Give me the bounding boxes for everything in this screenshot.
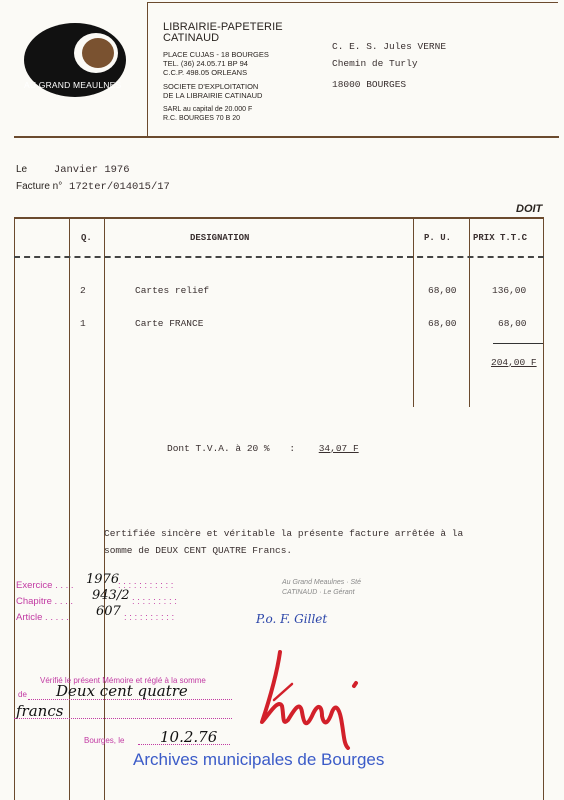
certification <box>104 525 514 559</box>
client-address <box>332 38 446 93</box>
article-dots: : : : : : : : : : : <box>124 612 175 623</box>
date-hand: 10.2.76 <box>160 728 218 746</box>
header-total: PRIX T.T.C <box>473 233 528 243</box>
row-2-unit-price: 68,00 <box>428 318 457 329</box>
header-qty: Q. <box>81 233 92 243</box>
po-signature: P.o. F. Gillet <box>256 612 328 626</box>
invoice-date <box>16 164 130 176</box>
chapitre-row: Chapitre . . . . <box>16 596 74 607</box>
invoice-value: 172ter/014015/17 <box>69 181 170 193</box>
exercice-label: Exercice <box>16 580 53 591</box>
invoice-number <box>16 181 170 193</box>
shop-company-1: SOCIETE D'EXPLOITATION <box>163 82 259 91</box>
exercice-row: Exercice . . . . <box>16 580 74 591</box>
row-2-designation: Carte FRANCE <box>135 318 204 329</box>
chapitre-label: Chapitre <box>16 596 52 607</box>
verif-city: Bourges, le <box>84 736 125 745</box>
date-label: Le <box>16 164 28 175</box>
client-line-1: C. E. S. Jules VERNE <box>332 41 447 52</box>
verif-de: de <box>18 690 27 699</box>
table-top-rule <box>14 217 544 219</box>
table-header-rule <box>14 256 544 258</box>
verif-dots-3 <box>138 744 230 745</box>
certification-line-1: Certifiée sincère et véritable la présente facture arrêtée à la <box>104 528 464 539</box>
certification-line-2: somme de DEUX CENT QUATRE Francs. <box>104 545 293 556</box>
header-bottom-rule <box>14 136 559 138</box>
row-1-unit-price: 68,00 <box>428 285 457 296</box>
table-col-right <box>543 217 544 800</box>
table-col-total <box>469 217 470 407</box>
table-col-unit <box>413 217 414 407</box>
client-line-2: Chemin de Turly <box>332 58 418 69</box>
sum-rule <box>493 343 543 344</box>
exercice-dots: : : : : : : : : : : : <box>118 580 174 591</box>
shop-address: PLACE CUJAS - 18 BOURGES <box>163 50 269 59</box>
article-row: Article . . . . . <box>16 612 69 623</box>
chapitre-dots: : : : : : : : : : <box>132 596 177 607</box>
shop-rc: R.C. BOURGES 70 B 20 <box>163 115 241 122</box>
client-line-3: 18000 BOURGES <box>332 79 407 90</box>
tva-value: 34,07 F <box>318 443 359 454</box>
row-1-qty: 2 <box>80 285 86 296</box>
amount-hand-1: Deux cent quatre <box>56 682 188 700</box>
tva-line <box>167 443 359 454</box>
logo <box>20 22 130 102</box>
shop-stamp: Au Grand Meaulnes · Sté CATINAUD · Le Gérant <box>282 579 361 596</box>
tva-label: Dont T.V.A. à 20 % <box>167 443 270 454</box>
archives-watermark: Archives municipales de Bourges <box>133 750 385 769</box>
shop-info <box>163 22 283 123</box>
exercice-value: 1976 <box>86 572 120 587</box>
chapitre-value: 943/2 <box>92 588 130 603</box>
invoice-label: Facture n° <box>16 181 63 192</box>
verif-dots-1 <box>28 699 232 700</box>
shop-ccp: C.C.P. 498.05 ORLEANS <box>163 68 248 77</box>
row-2-qty: 1 <box>80 318 86 329</box>
shop-company-2: DE LA LIBRAIRIE CATINAUD <box>163 91 263 100</box>
header-designation: DESIGNATION <box>190 233 250 243</box>
tva-colon: : <box>289 443 296 454</box>
shop-tel: TEL. (36) 24.05.71 BP 94 <box>163 59 248 68</box>
shop-name-2: CATINAUD <box>163 32 220 44</box>
header-top-rule <box>148 2 558 3</box>
row-1-total: 136,00 <box>492 285 527 296</box>
verif-line-1: Vérifié le présent Mémoire et réglé à la somme <box>40 676 206 685</box>
article-value: 607 <box>96 604 121 619</box>
verif-dots-2 <box>14 718 232 719</box>
header-divider <box>147 2 148 138</box>
amount-hand-2: francs <box>16 702 64 720</box>
shop-name-1: LIBRAIRIE-PAPETERIE <box>163 21 283 33</box>
red-signature <box>258 640 383 750</box>
header-unit-price: P. U. <box>424 233 452 243</box>
article-label: Article <box>16 612 43 623</box>
row-2-total: 68,00 <box>498 318 527 329</box>
shop-capital: SARL au capital de 20.000 F <box>163 106 253 113</box>
doit-label: DOIT <box>516 203 543 215</box>
logo-name: AU GRAND MEAULNES <box>24 80 122 90</box>
row-1-designation: Cartes relief <box>135 285 210 296</box>
date-value: Janvier 1976 <box>53 164 130 176</box>
sum-total: 204,00 F <box>491 357 537 368</box>
